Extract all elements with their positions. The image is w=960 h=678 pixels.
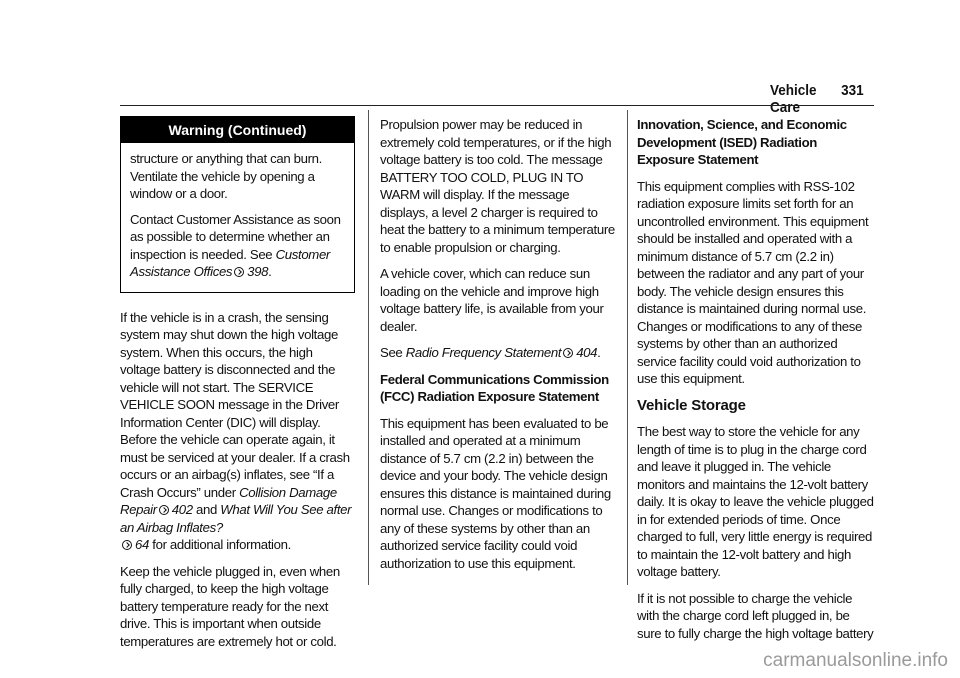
cross-reference-link[interactable]: Collision Damage Repair	[120, 484, 337, 517]
column-2	[380, 116, 615, 581]
warning-paragraph: structure or anything that can burn. Ventilate the vehicle by opening a window or a door.	[130, 151, 322, 201]
cross-reference-link[interactable]: What Will You See after an Airbag Inflates?	[120, 502, 352, 535]
cross-reference-link[interactable]: Customer Assistance Offices	[130, 246, 330, 279]
body-paragraph: See Radio Frequency Statement 404.	[380, 345, 601, 360]
warning-body	[121, 143, 354, 292]
body-paragraph: The best way to store the vehicle for any length of time is to plug in the charge cord and leave it plugged in. The vehicle monitors and maintains the 12-volt battery daily. It is okay to leave the vehicle plugged in for extended periods of time. Once charged to full, very little energy is required to maintain the 12-volt battery and high voltage battery.	[637, 424, 874, 579]
cross-reference-link[interactable]: Radio Frequency Statement	[405, 345, 562, 360]
page-reference-icon	[563, 348, 573, 358]
body-paragraph: If the vehicle is in a crash, the sensing system may shut down the high voltage system. When this occurs, the high voltage battery is disconnected and the vehicle will not start. The SERVICE VEHICLE SOON message in the Driver Information Center (DIC) will display. Before the vehicle can operate again, it must be serviced at your dealer. If a crash occurs or an airbag(s) inflates, see “If a Crash Occurs” under Collision Damage Repair 402 and What Will You See after an Airbag Inflates? 64 for additional information.	[120, 309, 352, 552]
page-reference-icon	[234, 267, 244, 277]
cross-reference-page[interactable]: 404	[576, 345, 598, 360]
warning-title: Warning (Continued)	[121, 117, 354, 143]
cross-reference-page[interactable]: 398	[247, 264, 269, 279]
cross-reference-page[interactable]: 402	[171, 502, 193, 517]
watermark: carmanualsonline.info	[763, 650, 948, 671]
body-paragraph: Keep the vehicle plugged in, even when fully charged, to keep the high voltage battery temperature ready for the next drive. This is important when outside temperatures are extremely hot or cold.	[120, 563, 340, 649]
page-number: 331	[841, 82, 864, 99]
header-rule	[120, 105, 874, 106]
column-3	[637, 116, 875, 651]
body-paragraph: This equipment complies with RSS-102 radiation exposure limits set forth for an uncontrolled environment. This equipment should be installed and operated with a minimum distance of 5.7 cm (2.2 in) between the radiator and any part of your body. The vehicle design ensures this distance is maintained during normal use. Changes or modifications to any of these systems by other than an authorized service facility could void authorization to use this equipment.	[637, 178, 869, 386]
page-reference-icon	[122, 540, 132, 550]
column-divider	[627, 110, 628, 585]
column-divider	[368, 110, 369, 585]
page-header	[770, 82, 864, 116]
body-paragraph: Propulsion power may be reduced in extremely cold temperatures, or if the high voltage battery is too cold. The message BATTERY TOO COLD, PLUG IN TO WARM will display. If the message displays, a level 2 charger is required to heat the battery to a minimum temperature to enable propulsion or charging.	[380, 117, 615, 255]
subheading: Federal Communications Commission (FCC) Radiation Exposure Statement	[380, 371, 609, 404]
section-heading: Vehicle Storage	[637, 396, 746, 414]
cross-reference-page[interactable]: 64	[135, 537, 149, 552]
warning-paragraph: Contact Customer Assistance as soon as possible to determine whether an inspection is needed. See Customer Assistance Offices 398.	[130, 211, 341, 279]
warning-box	[120, 116, 355, 293]
body-paragraph: A vehicle cover, which can reduce sun loading on the vehicle and improve high voltage battery life, is available from your dealer.	[380, 266, 604, 334]
subheading: Innovation, Science, and Economic Development (ISED) Radiation Exposure Statement	[637, 117, 847, 167]
body-paragraph: If it is not possible to charge the vehicle with the charge cord left plugged in, be sure to fully charge the high voltage battery	[637, 590, 874, 641]
page-reference-icon	[159, 505, 169, 515]
section-title: Vehicle Care	[770, 82, 817, 116]
body-paragraph: This equipment has been evaluated to be installed and operated at a minimum distance of 5.7 cm (2.2 in) between the device and your body. The vehicle design ensures this distance is maintained during normal use. Changes or modifications to any of these systems by other than an authorized service facility could void authorization to use this equipment.	[380, 415, 611, 571]
column-1	[120, 116, 355, 659]
